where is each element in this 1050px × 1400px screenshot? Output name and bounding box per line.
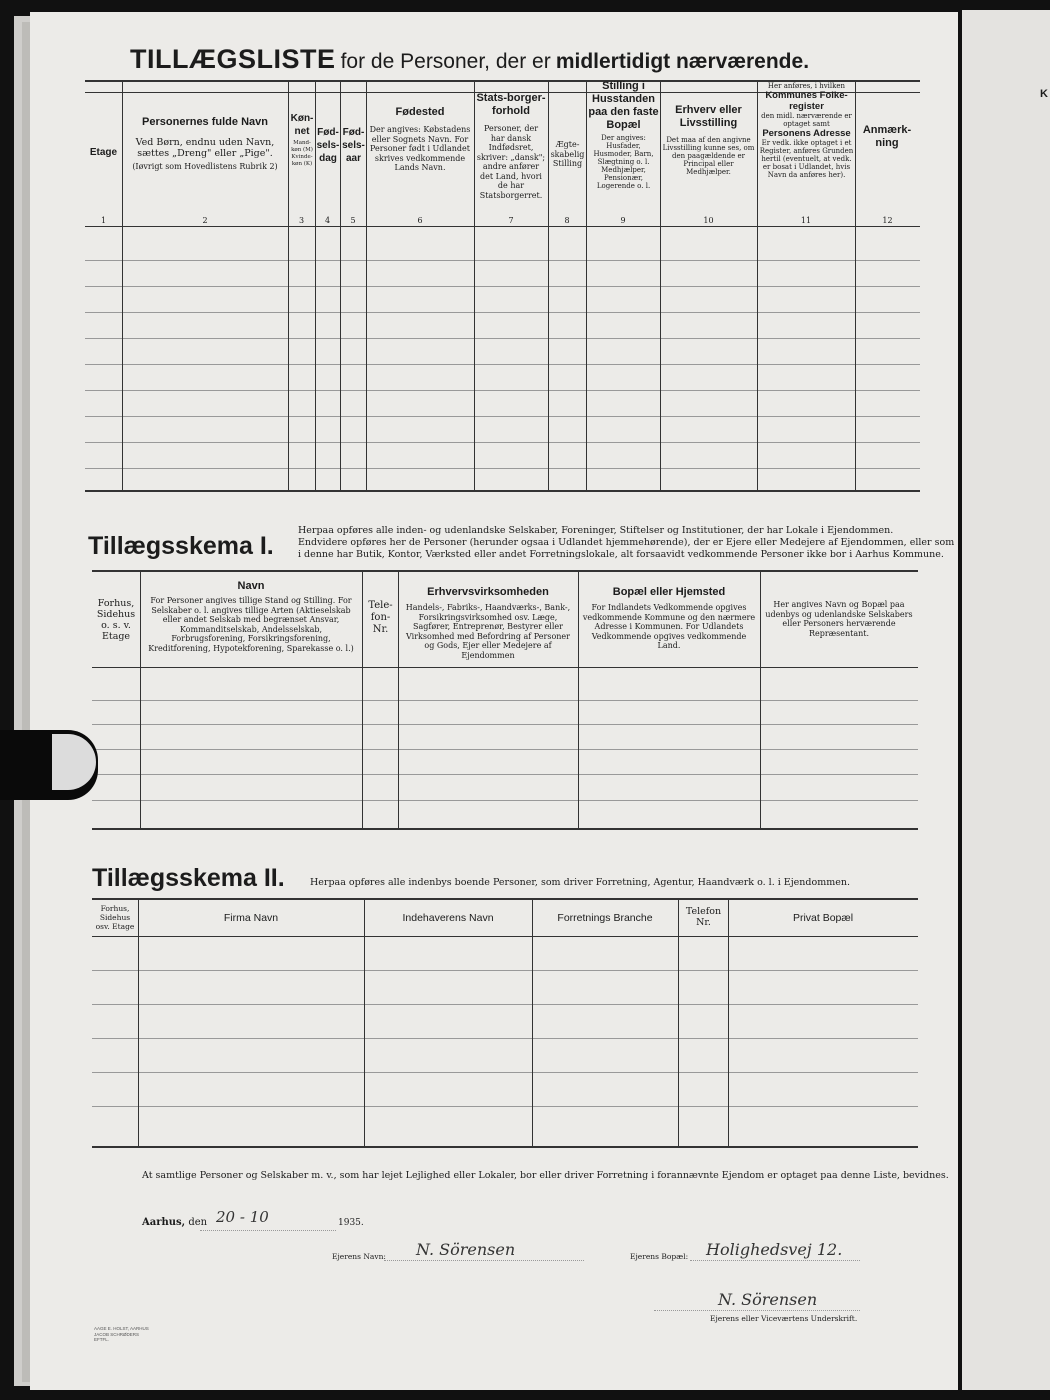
year: 1935. (338, 1218, 364, 1228)
adjacent-page (962, 10, 1050, 1390)
s2-bopael-head: Bopæl eller Hjemsted (612, 586, 726, 598)
s2-erhverv-head: Erhvervsvirksomheden (427, 586, 549, 598)
place: Aarhus, (142, 1217, 186, 1228)
s1-erhverv-head: Erhverv eller Livsstilling (675, 104, 742, 129)
form-page (30, 12, 958, 1390)
main-title-rest: for de Personer, der er (340, 50, 551, 73)
s2-col-telefon: Tele-fon-Nr. (368, 600, 393, 635)
s1-fodested-sub: Der angives: Købstadens eller Sognets Navn. For Personer født i Udlandet skrives vedkommende Lands Navn. (369, 125, 471, 172)
s2-bopael-sub: For Indlandets Vedkommende opgives vedkommende Kommune og den nærmere Adresse i Kommunen. For Udlandets Vedkommende opgives vedkommende Land. (582, 603, 756, 650)
s2-description (298, 525, 955, 561)
s1-kon-head: Køn-net (290, 113, 314, 137)
s1-kon-sub: Mand-køn (M) Kvinde-køn (K) (291, 140, 313, 167)
s2-col-erhverv (400, 586, 576, 660)
s1-stats-head: Stats-borger-forhold (476, 92, 546, 117)
s3-col-privat: Privat Bopæl (792, 912, 854, 924)
s2-erhverv-sub: Handels-, Fabriks-, Haandværks-, Bank-, Forsikringsvirksomhed osv. Læge, Sagfører, Entreprenør, Bestyrer eller Virksomhed med Befordring af Personer og Gods, Ejer eller Medejere af Ejendommen (405, 603, 571, 660)
s1-col-stats (476, 92, 546, 200)
s3-col-branche: Forretnings Branche (557, 912, 653, 924)
s1-col-fodselsaar: Fød-sels-aar (342, 127, 365, 164)
s1-stilling-sub: Der angives: Husfader, Husmoder, Barn, Slægtning o. l. Medhjælper, Pensionær, Logerende o. l. (593, 134, 654, 190)
s1-col-folkeregister (759, 82, 854, 179)
s1-col-etage: Etage (89, 147, 118, 158)
col-num: 4 (324, 216, 331, 225)
s1-c11-top: Her anføres, i hvilken (767, 82, 846, 90)
owner-name-handwritten: N. Sörensen (416, 1240, 516, 1259)
s3-description: Herpaa opføres alle indenbys boende Personer, som driver Forretning, Agentur, Haandværk o. l. i Ejendommen. (310, 877, 850, 888)
s3-col-forhus: Forhus, Sidehus osv. Etage (95, 904, 135, 931)
col-num: 1 (100, 216, 107, 225)
s2-desc1: Herpaa opføres alle inden- og udenlandske Selskaber, Foreninger, Stiftelser og Institutioner, der har Lokale i Ejendommen. (298, 525, 894, 536)
printer-imprint: AAGE E. HOLST, AARHUS JACOB SCHRØDERS EFTFL. (94, 1326, 149, 1342)
main-title-emph: midlertidigt nærværende. (555, 50, 810, 73)
date-handwritten: 20 - 10 (216, 1208, 269, 1226)
s1-c11-head: Kommunes Folke-register (765, 90, 848, 112)
col-num: 2 (202, 216, 208, 225)
s2-col-navn (142, 580, 360, 653)
owner-address-label: Ejerens Bopæl: (630, 1252, 689, 1261)
s2-col-forhus: Forhus, Sidehus o. s. v. Etage (96, 598, 136, 642)
s2-navn-sub: For Personer angives tillige Stand og Stilling. For Selskaber o. l. angives tillige Arten (Aktieselskab eller andet Selskab med begrænset Ansvar, Kommanditselskab, Andelsselskab, Forbrugsforening, Forsikringsforening, Kreditforening, Hypotekforening, Sparekasse o. l.) (148, 596, 354, 653)
s2-title: Tillægsskema I. (88, 532, 274, 560)
col-num: 3 (298, 216, 305, 225)
s1-fodested-head: Fødested (395, 106, 445, 118)
s1-col-anm: Anmærk-ning (862, 124, 912, 149)
s3-col-indeh: Indehaverens Navn (402, 912, 494, 924)
signature: N. Sörensen (718, 1290, 818, 1309)
col-num: 7 (508, 216, 514, 225)
s1-navn-sub2: (Iøvrigt som Hovedlistens Rubrik 2) (132, 162, 278, 171)
den-label: den (188, 1217, 208, 1228)
col-num: 9 (620, 216, 626, 225)
s2-col-bopael (580, 586, 758, 651)
s1-stilling-head: Stilling i Husstanden paa den faste (588, 80, 659, 118)
s1-col-fodested (368, 106, 472, 173)
s2-col-repr: Her angives Navn og Bopæl paa udenbys og udenlandske Selskabers eller Personers herværende Repræsentant. (765, 600, 913, 638)
s3-title: Tillægsskema II. (92, 864, 285, 892)
s1-c11-mid: den midl. nærværende er optaget samt (761, 112, 852, 128)
s1-c11-head2: Personens Adresse (762, 128, 851, 139)
s1-navn-sub1: Ved Børn, endnu uden Navn, sættes „Dreng" eller „Pige". (135, 137, 275, 159)
col-num: 11 (800, 216, 812, 225)
col-num: 5 (350, 216, 356, 225)
s1-erhverv-sub: Det maa af den angivne Livsstilling kunne ses, om den paagældende er Principal eller Medhjælper. (662, 136, 755, 176)
s3-col-firma: Firma Navn (223, 912, 279, 924)
s1-stats-sub: Personer, der har dansk Indfødsret, skriver: „dansk"; andre anfører det Land, hvori de har Statsborgerret. (476, 124, 546, 200)
s1-col-fodselsdag: Fød-sels-dag (316, 127, 340, 164)
owner-name-label: Ejerens Navn: (332, 1252, 386, 1261)
col-num: 6 (417, 216, 423, 225)
s1-c11-sub: Er vedk. ikke optaget i et Register, anføres Grunden hertil (eventuelt, at vedk. er bosat i Udlandet, hvis Navn da anføres her). (759, 139, 854, 179)
s1-col-aegte: Ægte-skabelig Stilling (550, 140, 585, 168)
page-edge-inner (22, 22, 30, 1382)
declaration: At samtlige Personer og Selskaber m. v., som har lejet Lejlighed eller Lokaler, bor eller driver Forretning i forannævnte Ejendom er optaget paa denne Liste, bevidnes. (142, 1170, 949, 1181)
col-num: 12 (882, 216, 893, 225)
main-title (130, 44, 809, 75)
owner-address-handwritten: Holighedsvej 12. (706, 1240, 843, 1259)
s1-col-navn (124, 116, 286, 172)
date-line (142, 1217, 207, 1228)
col-num: 8 (564, 216, 570, 225)
s3-col-telefon: Telefon Nr. (685, 906, 722, 928)
s1-navn-head: Personernes fulde Navn (142, 116, 268, 128)
s2-desc2: Endvidere opføres her de Personer (herunder ogsaa i Udlandet hjemmehørende), der er Ejere eller Medejere af Ejendommen, eller som (298, 537, 955, 548)
signature-label: Ejerens eller Viceværtens Underskrift. (710, 1314, 858, 1323)
s1-col-stilling (587, 80, 660, 190)
s1-col-kon (289, 112, 315, 168)
col-num: 10 (703, 216, 714, 225)
s2-navn-head: Navn (237, 580, 265, 592)
adjacent-page-letter: K (1040, 88, 1048, 100)
s1-col-erhverv (662, 104, 755, 176)
main-title-bold: TILLÆGSLISTE (130, 44, 336, 74)
s1-stilling-bopael: Bopæl (606, 119, 641, 131)
s2-desc3: i denne har Butik, Kontor, Værksted eller andet Forretningslokale, alt forsaavidt vedkommende Personer ikke bor i Aarhus Kommune. (298, 549, 944, 560)
